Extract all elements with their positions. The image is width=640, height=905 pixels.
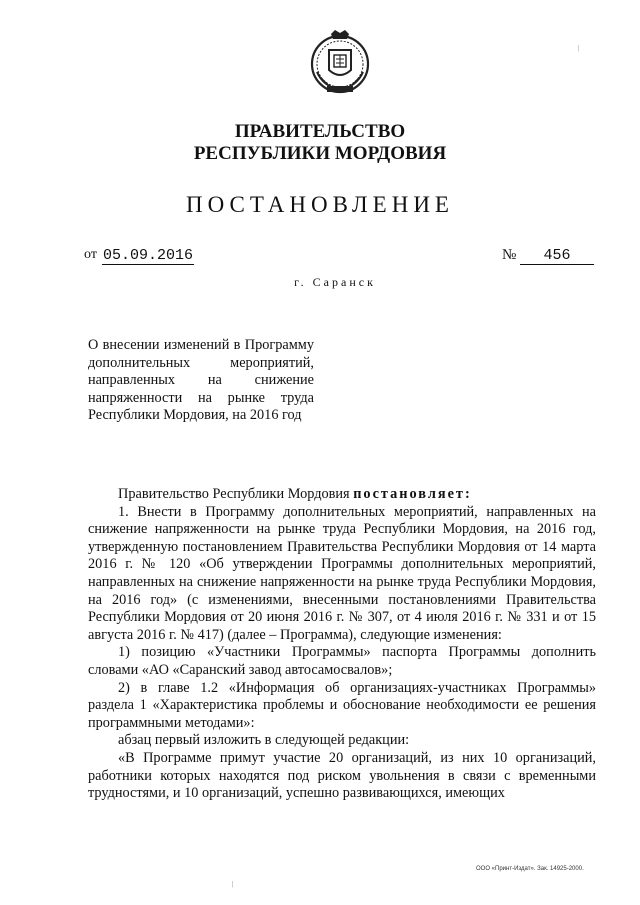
government-name-line2: РЕСПУБЛИКИ МОРДОВИЯ [193, 143, 447, 164]
decree-body [88, 486, 596, 803]
date-number-row [84, 247, 604, 269]
printer-imprint: ООО «Принт-Издат». Зак. 14925-2000. [476, 866, 584, 872]
intro-text: Правительство Республики Мордовия [118, 486, 350, 502]
scan-mark: | [578, 44, 580, 52]
document-date: 05.09.2016 [103, 247, 194, 264]
paragraph-1: 1. Внести в Программу дополнительных мероприятий, направленных на снижение напряженности на рынке труда Республики Мордовия, на 2016 год, утвержденную постановлением Правительства Республики Мордовия от 14 марта 2016 г. № 120 «Об утверждении Программы дополнительных мероприятий, направленных на снижение напряженности на рынке труда Республики Мордовия, на 2016 год» (с изменениями, внесенными постановлениями Правительства Республики Мордовия от 20 июня 2016 г. № 307, от 4 июля 2016 г. № 331 и от 15 августа 2016 г. № 417) (далее – Программа), следующие изменения: [88, 503, 596, 643]
paragraph-2: 1) позицию «Участники Программы» паспорта Программы дополнить словами «АО «Саранский завод автосамосвалов»; [88, 644, 596, 678]
paragraph-4: абзац первый изложить в следующей редакции: [118, 732, 410, 749]
paragraph-5: «В Программе примут участие 20 организаций, из них 10 организаций, работники которых находятся под риском увольнения в связи с временными трудностями, и 10 организаций, успешно развивающихся, имеющих [88, 749, 596, 802]
city: г. Саранск [294, 275, 376, 289]
intro-paragraph [88, 486, 596, 504]
coat-of-arms-emblem [309, 28, 371, 98]
document-number: 456 [520, 247, 594, 265]
decree-subject: О внесении изменений в Программу дополнительных мероприятий, направленных на снижение напряженности на рынке труда Республики Мордовия, на 2016 год [88, 337, 314, 423]
scan-mark: | [232, 880, 234, 888]
intro-decree-word: постановляет: [353, 486, 472, 502]
number-sign: № [502, 247, 517, 263]
paragraph-3: 2) в главе 1.2 «Информация об организациях-участниках Программы» раздела 1 «Характеристика проблемы и обоснование необходимости ее решения программными методами»: [88, 679, 596, 731]
date-prefix: от [84, 247, 97, 262]
document-type-title: ПОСТАНОВЛЕНИЕ [186, 192, 454, 217]
government-name-line1: ПРАВИТЕЛЬСТВО [234, 121, 406, 142]
